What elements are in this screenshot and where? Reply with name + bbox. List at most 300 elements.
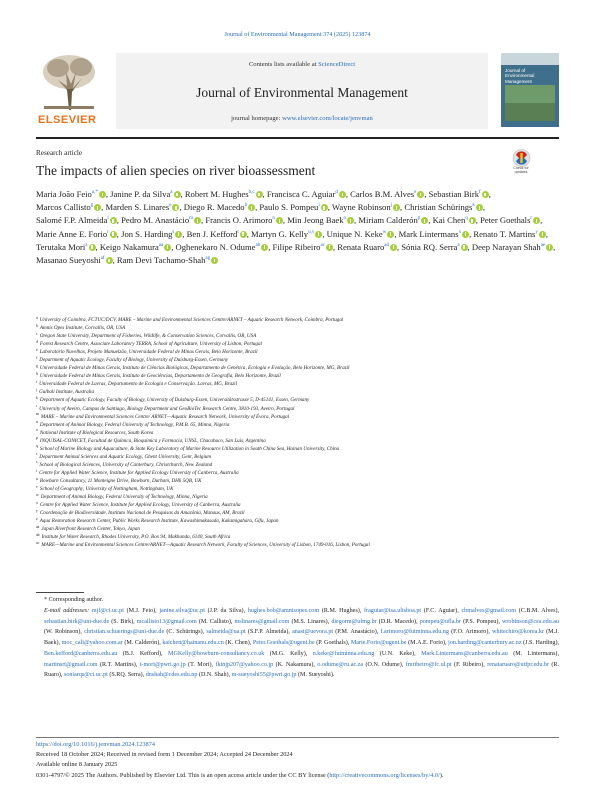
- affiliation-text: Forest Research Centre, Associate Laboratory TERRA, School of Agriculture, University of Lisbon, Portugal: [39, 341, 262, 348]
- author-name[interactable]: [350, 189, 424, 199]
- article-type: Research article: [36, 149, 83, 157]
- email-link[interactable]: Peter.Goethals@ugent.be: [252, 640, 315, 646]
- author-affiliation-marker[interactable]: n: [272, 216, 275, 222]
- author-name[interactable]: [36, 229, 117, 239]
- email-link[interactable]: MGKelly@bowburn-consultancy.co.uk: [168, 650, 265, 657]
- crossmark-label-line: Check for: [513, 166, 529, 170]
- orcid-icon[interactable]: [175, 231, 182, 238]
- author-name[interactable]: [36, 255, 113, 265]
- cover-title-line: Management: [505, 78, 532, 84]
- author-name[interactable]: [404, 202, 483, 212]
- author-name-text: Janine P. da Silva: [110, 189, 171, 199]
- author-name[interactable]: [473, 229, 545, 239]
- article-metadata-footer: [36, 740, 559, 781]
- email-owner: (R. Ruaro): [44, 661, 560, 679]
- affiliation: [36, 493, 559, 501]
- email-link[interactable]: n.keke@futminna.edu.ng: [312, 650, 375, 657]
- affiliation-marker: h: [36, 372, 38, 376]
- affiliation-marker: q: [36, 444, 38, 449]
- orcid-icon[interactable]: [194, 217, 201, 224]
- affiliation: [36, 372, 559, 380]
- author-affiliation-marker[interactable]: i: [318, 203, 320, 209]
- author-name[interactable]: [332, 202, 400, 212]
- author-name[interactable]: [185, 189, 263, 199]
- email-owner: (M.J. Baek): [44, 629, 560, 646]
- author-name-text: Renato T. Martins: [473, 228, 536, 239]
- email-link[interactable]: anast@uevora.pt: [292, 629, 334, 636]
- affiliation-text: Department Animal Sciences and Aquatic Ecology, Ghent University, Gent, Belgium: [39, 453, 212, 460]
- orcid-icon[interactable]: [326, 244, 333, 251]
- affiliation-text: Institute for Water Research, Rhodes University, P.O. Box 94, Makhanda, 6140, South Africa: [41, 534, 231, 541]
- affiliation-text: University of Aveiro, Campus de Santiago, Biology Department and GeoBioTec Research Centre, 3810-193, Aveiro, Portugal: [39, 405, 295, 412]
- author-affiliation-marker[interactable]: ae: [540, 242, 546, 248]
- orcid-icon[interactable]: [533, 217, 540, 224]
- email-link[interactable]: moc_cali@yahoo.com.ar: [61, 640, 123, 646]
- author-affiliation-marker[interactable]: j: [390, 203, 393, 209]
- email-link[interactable]: sebastian.birk@uni-due.de: [44, 618, 110, 625]
- affiliation-marker: n: [36, 420, 38, 425]
- author-affiliation-marker[interactable]: o: [343, 216, 347, 222]
- affiliation: [36, 501, 559, 509]
- author-name-text: Francisca C. Aguiar: [266, 189, 336, 199]
- affiliation-marker: ac: [36, 541, 40, 545]
- author-name-text: Robert M. Hughes: [184, 189, 249, 199]
- author-affiliation-marker[interactable]: e: [414, 190, 417, 195]
- affiliation-text: Amnis Opes Institute, Corvallis, OR, USA: [39, 325, 126, 332]
- email-link[interactable]: salmeida@ua.pt: [206, 629, 246, 636]
- email-link[interactable]: soniarqs@ci.uc.pt: [63, 672, 108, 679]
- license-statement: [36, 771, 559, 781]
- affiliation-marker: r: [36, 452, 38, 457]
- author-name-text: Unique N. Keke: [326, 228, 383, 239]
- orcid-icon[interactable]: [164, 244, 171, 251]
- author-name-text: Carlos B.M. Alves: [350, 189, 415, 199]
- orcid-icon[interactable]: [390, 203, 400, 211]
- author-name-text: Marden S. Linares: [105, 202, 170, 213]
- author-affiliation-marker[interactable]: q: [465, 216, 468, 222]
- email-link[interactable]: fkinjp207@yahoo.co.jp: [215, 661, 274, 668]
- author-affiliation-marker[interactable]: a: [457, 242, 460, 248]
- affiliation: [36, 509, 559, 517]
- email-owner: (M. Lintermans): [513, 650, 558, 657]
- email-addresses: E-mail addresses: mjf@ci.uc.pt (M.J. Feio), janine.silva@uc.pt (J.P. da Silva), hughes.bob@amnisopes.com (R.M. Hughes), fraguiar@isa.ulisboa.pt (F.C. Aguiar), cbmalves@gmail.com (C.B.M. Alves), sebastian.birk@uni-due.de (S. Birk), mcallisto13@gmail.com (M. Callisto), mslinares@gmail.com (M.S. Linares), diegorm@ufmg.br (D.R. Macedo), pompeu@ufla.br (P.S. Pompeu), wrobinson@csu.edu.au (W. Robinson), christian.schuerings@uni-due.de (C. Schürings), salmeida@ua.pt (S.F.P. Almeida), anast@uevora.pt (P.M. Anastácio), f.arimoro@futminna.edu.ng (F.O. Arimoro), whitechiro@korea.kr (M.J. Baek), moc_cali@yahoo.com.ar (M. Calderón), kaichen@hainanu.edu.cn (K. Chen), Peter.Goethals@ugent.be (P. Goethals), Marie.Forio@ugent.be (M.A.E. Forio), jon.harding@canterbury.ac.nz (J.S. Harding), Ben.kefford@canberra.edu.au (B.J. Kefford), MGKelly@bowburn-consultancy.co.uk (M.G. Kelly), n.keke@futminna.edu.ng (U.N. Keke), Mark.Lintermans@canberra.edu.au (M. Lintermans), martinsrt@gmail.com (R.T. Martins), t-mori@pwri.go.jp (T. Mori), fkinjp207@yahoo.co.jp (K. Nakamura), o.odume@ru.ac.za (O.N. Odume), fmribeiro@fc.ul.pt (F. Ribeiro), renataruaro@utfpr.edu.br (R. Ruaro), soniarqs@ci.uc.pt (S.RQ. Serra), dnshah@cdes.edu.np (D.N. Shah), m-sueyoshi55@pwri.go.jp (M. Sueyoshi).: [44, 607, 560, 679]
- orcid-icon[interactable]: [546, 244, 553, 251]
- email-link[interactable]: mjf@ci.uc.pt: [91, 607, 124, 614]
- author-affiliation-marker[interactable]: x: [458, 229, 462, 235]
- journal-header: [36, 48, 559, 134]
- author-name-text: Marcos Callisto: [36, 202, 91, 213]
- author-affiliation-marker[interactable]: z: [85, 242, 88, 248]
- orcid-icon[interactable]: [417, 191, 424, 198]
- email-owner: (M.S. Linares): [291, 618, 328, 625]
- affiliation: [36, 469, 559, 477]
- orcid-icon[interactable]: [539, 231, 546, 238]
- affiliation-text: School of Geography, University of Nottingham, Nottingham, UK: [39, 485, 174, 492]
- author-name-text: Oghenekaro N. Odume: [175, 241, 256, 252]
- affiliation-text: Department of Animal Biology, Federal University of Technology, P.M.B. 65, Minna, Nigeria: [39, 421, 230, 428]
- orcid-icon[interactable]: [387, 231, 394, 238]
- affiliation-text: National Institute of Biological Resources, South Korea: [39, 429, 154, 436]
- email-owner: (J.P. da Silva): [207, 607, 244, 614]
- cover-top-band: [501, 53, 559, 65]
- affiliation-marker: x: [36, 501, 38, 505]
- cover-title: [505, 68, 534, 84]
- email-owner: (R.M. Hughes): [321, 607, 360, 614]
- journal-title: Journal of Environmental Management: [196, 85, 408, 100]
- author-name[interactable]: [399, 229, 469, 239]
- author-name-text: Diego R. Macedo: [183, 202, 245, 213]
- affiliation: [36, 461, 559, 469]
- author-affiliation-marker[interactable]: d: [335, 190, 338, 195]
- license-link[interactable]: http://creativecommons.org/licenses/by/4.0/: [329, 771, 440, 779]
- author-name[interactable]: [100, 242, 171, 252]
- author-name[interactable]: [36, 242, 96, 252]
- affiliation: [36, 453, 559, 461]
- affiliation-marker: f: [36, 356, 38, 360]
- email-link[interactable]: renataruaro@utfpr.edu.br: [487, 661, 549, 668]
- affiliation-text: Department of Aquatic Ecology, Faculty of Biology, University of Duisburg-Essen, Universitätsstrasse 5, D-45141, Essen, Germany: [39, 397, 310, 404]
- author-affiliation-marker[interactable]: ad: [384, 242, 389, 248]
- affiliation-marker: aa: [36, 525, 40, 529]
- email-link[interactable]: fraguiar@isa.ulisboa.pt: [364, 607, 422, 614]
- email-owner: (U.N. Keke): [379, 650, 415, 657]
- author-name-text: Kai Chen: [432, 215, 466, 226]
- affiliation-text: School of Biological Sciences, University of Canterbury, Christchurch, New Zealand: [39, 461, 213, 468]
- affiliation: [36, 485, 559, 493]
- email-link[interactable]: m-sueyoshi55@pwri.go.jp: [231, 672, 297, 679]
- affiliation-marker: d: [36, 340, 38, 344]
- author-name-text: Martyn G. Kelly: [251, 228, 309, 239]
- affiliation-marker: e: [36, 348, 38, 352]
- email-link[interactable]: t-mori@pwri.go.jp: [139, 661, 186, 668]
- affiliation-marker: l: [36, 404, 38, 409]
- author-affiliation-marker[interactable]: w: [382, 229, 387, 235]
- orcid-icon[interactable]: [469, 217, 476, 224]
- email-owner: (B.J. Kefford): [122, 650, 162, 657]
- email-owner: (M. Sueyoshi): [298, 672, 333, 679]
- email-owner: (M. Calderón): [124, 640, 160, 646]
- author-affiliation-marker[interactable]: aa: [158, 242, 164, 248]
- author-affiliation-marker[interactable]: ab: [255, 242, 261, 248]
- email-link[interactable]: mslinares@gmail.com: [234, 618, 290, 625]
- author-name[interactable]: [267, 189, 346, 199]
- email-link[interactable]: dnshah@cdes.edu.np: [145, 672, 198, 679]
- author-name[interactable]: [121, 215, 201, 225]
- author-name-text: Min Jeong Baek: [287, 215, 344, 226]
- email-owner: (S.RQ. Serra): [109, 672, 143, 679]
- orcid-icon[interactable]: [256, 191, 263, 198]
- author-name[interactable]: [176, 242, 269, 252]
- email-owner: (C.B.M. Alves): [518, 607, 558, 614]
- email-owner: (W. Robinson): [44, 629, 81, 636]
- affiliation-text: INQUISAL-CONICET, Facultad de Química, Bioquímica y Farmacia, UNSL, Chacabuco, San Luis, Argentina: [39, 437, 266, 444]
- email-link[interactable]: janine.silva@uc.pt: [159, 607, 205, 614]
- email-link[interactable]: kaichen@hainanu.edu.cn: [162, 640, 224, 646]
- affiliation: [36, 445, 559, 453]
- author-affiliation-marker[interactable]: ac: [320, 242, 325, 248]
- author-name[interactable]: [184, 202, 255, 212]
- affiliation-marker: i: [36, 380, 38, 384]
- email-link[interactable]: martinsrt@gmail.com: [44, 661, 98, 668]
- email-owner: (S. Birk): [111, 618, 134, 625]
- author-name[interactable]: [429, 189, 489, 199]
- orcid-icon[interactable]: [339, 191, 346, 198]
- email-owner: (D.R. Macedo): [378, 618, 417, 625]
- email-owner: (O.N. Odume): [365, 661, 402, 668]
- email-owner: (J.S. Harding): [523, 640, 558, 646]
- author-name-text: Jon S. Harding: [121, 228, 173, 239]
- orcid-icon[interactable]: [248, 204, 255, 211]
- author-name-text: Filipe Ribeiro: [272, 241, 321, 252]
- affiliation: [36, 324, 559, 332]
- author-affiliation-marker[interactable]: ag: [205, 256, 211, 262]
- author-affiliation-marker[interactable]: af: [100, 256, 105, 262]
- cover-title-line: Environmental: [505, 73, 535, 79]
- affiliation-marker: z: [36, 517, 38, 521]
- homepage-prefix: journal homepage:: [231, 115, 283, 122]
- author-name-text: Peter Goethals: [480, 215, 531, 226]
- affiliation-marker: u: [36, 476, 38, 481]
- orcid-icon[interactable]: [240, 231, 247, 238]
- affiliation-text: Oregon State University, Department of Fisheries, Wildlife, & Conservation Sciences, Corvallis, OR, USA: [39, 333, 257, 340]
- author-name-text: Christian Schürings: [404, 202, 473, 213]
- author-name-text: Marie Anne E. Forio: [36, 228, 108, 239]
- affiliation-marker: t: [36, 468, 38, 473]
- orcid-icon[interactable]: [172, 204, 179, 211]
- email-owner: (F.C. Aguiar): [423, 607, 458, 614]
- author-name[interactable]: [287, 215, 354, 225]
- affiliation-text: Centre for Applied Water Science, Institute for Applied Ecology University of Canberra, Australia: [39, 469, 239, 476]
- author-name[interactable]: [117, 255, 218, 265]
- license-suffix: ).: [439, 771, 444, 779]
- affiliation-text: Bowburn Consultancy, 11 Monteigne Drive, Bowburn, Durham, DH6 5QB, UK: [39, 477, 202, 484]
- author-name[interactable]: [433, 215, 476, 225]
- journal-homepage-link[interactable]: www.elsevier.com/locate/jenvman: [282, 115, 373, 122]
- corresponding-author-note: * Corresponding author.: [44, 597, 104, 603]
- doi-link[interactable]: https://doi.org/10.1016/j.jenvman.2024.123874: [36, 741, 155, 748]
- email-owner: (T. Mori): [188, 661, 212, 668]
- author-name-text: Salomé F.P. Almeida: [36, 215, 108, 226]
- affiliation: [36, 356, 559, 364]
- email-link[interactable]: jon.harding@canterbury.ac.nz: [448, 640, 522, 646]
- crossmark-icon[interactable]: [511, 149, 532, 179]
- orcid-icon[interactable]: [261, 244, 268, 251]
- author-name-text: Paulo S. Pompeu: [259, 202, 319, 213]
- email-owner: (P.M. Anastácio): [335, 629, 377, 636]
- author-name[interactable]: [205, 215, 283, 225]
- email-link[interactable]: Ben.kefford@canberra.edu.au: [44, 650, 118, 657]
- affiliation-text: School of Marine Biology and Aquaculture, & State Key Laboratory of Marine Resource Utilization in South China Sea, Hainan University, China: [39, 445, 340, 452]
- affiliation: [36, 477, 559, 485]
- email-link[interactable]: pompeu@ufla.br: [419, 618, 462, 625]
- author-name[interactable]: [36, 215, 117, 225]
- email-link[interactable]: wrobinson@csu.edu.au: [501, 618, 560, 625]
- author-affiliation-marker[interactable]: t: [237, 229, 239, 235]
- orcid-icon[interactable]: [94, 204, 101, 211]
- author-name-text: Mark Lintermans: [398, 228, 459, 239]
- orcid-icon[interactable]: [276, 217, 283, 224]
- affiliation: [36, 348, 559, 356]
- author-name-text: Sebastian Birk: [428, 189, 480, 199]
- orcid-icon[interactable]: [476, 204, 483, 211]
- author-name[interactable]: [401, 242, 467, 252]
- affiliation-text: Gulbali Institute, Australia: [39, 389, 95, 396]
- affiliation-marker: v: [36, 484, 38, 489]
- email-link[interactable]: hughes.bob@amnisopes.com: [247, 607, 320, 614]
- author-name[interactable]: [105, 202, 179, 212]
- cover-photo-lower: [505, 103, 555, 121]
- affiliation-text: Department of Animal Biology, Federal University of Technology, Minna, Nigeria: [40, 494, 208, 501]
- email-owner: (S.F.P. Almeida): [247, 629, 289, 636]
- author-name[interactable]: [251, 229, 322, 239]
- contents-prefix: Contents lists available at: [248, 61, 319, 68]
- affiliation-marker: s: [36, 460, 38, 465]
- author-affiliation-marker[interactable]: e: [169, 203, 172, 209]
- affiliation: [36, 525, 559, 533]
- author-affiliation-marker[interactable]: a,*: [91, 190, 98, 195]
- author-affiliation-marker[interactable]: l: [107, 216, 109, 222]
- email-link[interactable]: cbmalves@gmail.com: [461, 607, 516, 614]
- orcid-icon[interactable]: [390, 244, 397, 251]
- author-name[interactable]: [273, 242, 333, 252]
- author-name[interactable]: [259, 202, 327, 212]
- orcid-icon[interactable]: [421, 217, 428, 224]
- orcid-icon[interactable]: [461, 244, 468, 251]
- email-owner: (M.J. Feio): [126, 607, 156, 614]
- orcid-icon[interactable]: [110, 217, 117, 224]
- author-name[interactable]: [327, 229, 395, 239]
- affiliation-marker: c: [36, 332, 38, 336]
- orcid-icon[interactable]: [315, 231, 322, 238]
- footnotes: [36, 595, 559, 681]
- affiliation: [36, 413, 559, 421]
- orcid-icon[interactable]: [99, 191, 106, 198]
- author-name[interactable]: [121, 229, 182, 239]
- affiliation-marker: p: [36, 436, 38, 441]
- email-link[interactable]: o.odume@ru.ac.za: [317, 661, 364, 668]
- author-affiliation-marker[interactable]: p: [417, 216, 421, 222]
- email-owner: (F. Ribeiro): [454, 661, 484, 668]
- author-affiliation-marker[interactable]: g: [90, 203, 94, 209]
- email-owner: (K. Chen): [225, 640, 250, 646]
- author-affiliation-marker[interactable]: a: [170, 190, 173, 195]
- affiliation: [36, 388, 559, 396]
- author-name[interactable]: [358, 215, 428, 225]
- affiliation: [36, 364, 559, 372]
- author-affiliation-marker[interactable]: h: [244, 203, 248, 209]
- email-link[interactable]: f.arimoro@futminna.edu.ng: [380, 629, 449, 636]
- affiliation-text: MARE—Marine and Environmental Sciences Centre/ARNET—Aquatic Research Network, Faculty of Sciences, University of Lisbon, 1749-016, Lisbon, Portugal: [41, 542, 370, 549]
- journal-cover-image: [501, 53, 559, 127]
- header-divider: [36, 137, 559, 139]
- author-name[interactable]: [36, 202, 101, 212]
- journal-info-band: [116, 53, 488, 129]
- email-link[interactable]: Mark.Lintermans@canberra.edu.au: [421, 650, 508, 657]
- author-name[interactable]: [337, 242, 397, 252]
- contents-available-line: [116, 61, 488, 68]
- orcid-icon[interactable]: [89, 244, 96, 251]
- author-name-text: Wayne Robinson: [331, 202, 391, 213]
- author-name[interactable]: [480, 215, 540, 225]
- author-affiliation-marker[interactable]: r: [107, 229, 109, 235]
- affiliation: [36, 517, 559, 525]
- author-affiliation-marker[interactable]: k: [472, 203, 475, 209]
- received-dates: Received 18 October 2024; Received in revised form 1 December 2024; Accepted 24 December 2024: [36, 751, 293, 759]
- author-affiliation-marker[interactable]: y: [535, 229, 538, 235]
- author-name[interactable]: [472, 242, 553, 252]
- author-name[interactable]: [187, 229, 247, 239]
- crossmark-label-line: updates: [514, 170, 528, 174]
- affiliation: [36, 316, 559, 324]
- orcid-icon[interactable]: [106, 257, 113, 264]
- affiliation: [36, 340, 559, 348]
- author-name[interactable]: [36, 189, 106, 199]
- email-owner: (M.A.E. Forio): [408, 640, 446, 646]
- orcid-icon[interactable]: [462, 231, 469, 238]
- footnote-divider: [36, 592, 84, 593]
- crossmark-label: [506, 166, 536, 174]
- affiliation-text: University of Coimbra, FCTUC/DCV, MARE – Marine and Environmental Sciences Centre/ARNET – Aquatic Research Network, Coimbra, Portugal: [39, 317, 344, 323]
- email-link[interactable]: mcallisto13@gmail.com: [136, 618, 197, 625]
- email-owner: (M. Callisto): [198, 618, 231, 625]
- author-affiliation-marker[interactable]: m: [189, 216, 194, 222]
- author-name-text: Renata Ruaro: [337, 241, 385, 252]
- author-name[interactable]: [110, 189, 180, 199]
- email-link[interactable]: Marie.Forio@ugent.be: [350, 640, 407, 646]
- author-affiliation-marker[interactable]: u,v: [308, 229, 315, 235]
- affiliation-marker: m: [36, 412, 39, 417]
- author-list: Maria João Feio$^{a,*}$ , Janine P. da Silva$^a$ , Robert M. Hughes$^{b,c}$ , Francisca C. Aguiar$^d$ , Carlos B.M. Alves$^e$ , Sebastian Birk$^f$ , Marcos Callisto$^g$ , Marden S. Linares$^e$ , Diego R. Macedo$^h$ , Paulo S. Pompeu$^i$ , Wayne Robinson$^j$ , Christian Schürings$^k$ , Salomé F.P. Almeida$^l$ , Pedro M. Anastácio$^m$ , Francis O. Arimoro$^n$ , Min Jeong Baek$^o$ , Miriam Calderón$^p$ , Kai Chen$^q$ , Peter Goethals$^r$ , Marie Anne E. Forio$^r$ , Jon S. Harding$^s$ , Ben J. Kefford$^t$ , Martyn G. Kelly$^{u,v}$ , Unique N. Keke$^w$ , Mark Lintermans$^x$ , Renato T. Martins$^y$ , Terutaka Mori$^z$ , Keigo Nakamura$^{aa}$ , Oghenekaro N. Odume$^{ab}$ , Filipe Ribeiro$^{ac}$ , Renata Ruaro$^{ad}$ , Sónia RQ. Serra$^a$ , Deep Narayan Shah$^{ae}$ , Masanao Sueyoshi$^{af}$ , Ram Devi Tachamo-Shah$^{ag}$: [36, 189, 556, 266]
- affiliation: [36, 437, 559, 445]
- affiliation-text: MARE – Marine and Environmental Sciences Centre/ ARNET—Aquatic Research Network, University of Évora, Portugal: [40, 413, 290, 420]
- author-name-text: Terutaka Mori: [36, 241, 86, 252]
- email-link[interactable]: fmribeiro@fc.ul.pt: [405, 661, 452, 668]
- affiliation-marker: o: [36, 428, 38, 433]
- email-owner: (M.G. Kelly): [269, 650, 306, 657]
- affiliation-marker: w: [36, 493, 39, 497]
- orcid-icon[interactable]: [347, 217, 354, 224]
- author-name-text: Ben J. Kefford: [186, 228, 238, 239]
- journal-reference[interactable]: Journal of Environmental Management 374 (2025) 123874: [224, 31, 371, 38]
- email-link[interactable]: whitechiro@korea.kr: [492, 629, 544, 636]
- sciencedirect-link[interactable]: ScienceDirect: [318, 61, 356, 68]
- affiliation: [36, 429, 559, 437]
- email-owner: (K. Nakamura): [275, 661, 314, 668]
- email-owner: (C. Schürings): [166, 629, 203, 636]
- author-affiliation-marker[interactable]: b,c: [248, 190, 255, 195]
- orcid-icon[interactable]: [321, 204, 328, 211]
- author-affiliation-marker[interactable]: s: [172, 229, 175, 235]
- orcid-icon[interactable]: [110, 231, 117, 238]
- author-affiliation-marker[interactable]: r: [530, 216, 533, 222]
- affiliation-marker: j: [36, 388, 38, 393]
- author-affiliation-marker[interactable]: f: [479, 190, 481, 195]
- author-name-text: Francis O. Arimoro: [205, 215, 273, 226]
- affiliation: [36, 396, 559, 404]
- affiliation-text: Universidade Federal de Minas Gerais, Instituto de Ciências Biológicas, Departamento de Genética, Ecologia e Evolução, Belo Horizonte, MG, Brazil: [39, 365, 350, 372]
- affiliation-text: Japan Riverfront Research Center, Tokyo, Japan: [41, 526, 140, 533]
- affiliation-marker: ab: [36, 533, 40, 537]
- orcid-icon[interactable]: [174, 191, 181, 198]
- affiliation-list: [36, 316, 559, 549]
- email-link[interactable]: diegorm@ufmg.br: [331, 618, 377, 625]
- email-owner: (P.S. Pompeu): [463, 618, 499, 625]
- orcid-icon[interactable]: [482, 191, 489, 198]
- license-prefix: 0301-4797/© 2025 The Authors. Published by Elsevier Ltd. This is an open access article under the CC BY license (: [36, 771, 330, 779]
- email-link[interactable]: christian.schuerings@uni-due.de: [84, 629, 165, 636]
- affiliation: [36, 405, 559, 413]
- orcid-icon[interactable]: [211, 257, 218, 264]
